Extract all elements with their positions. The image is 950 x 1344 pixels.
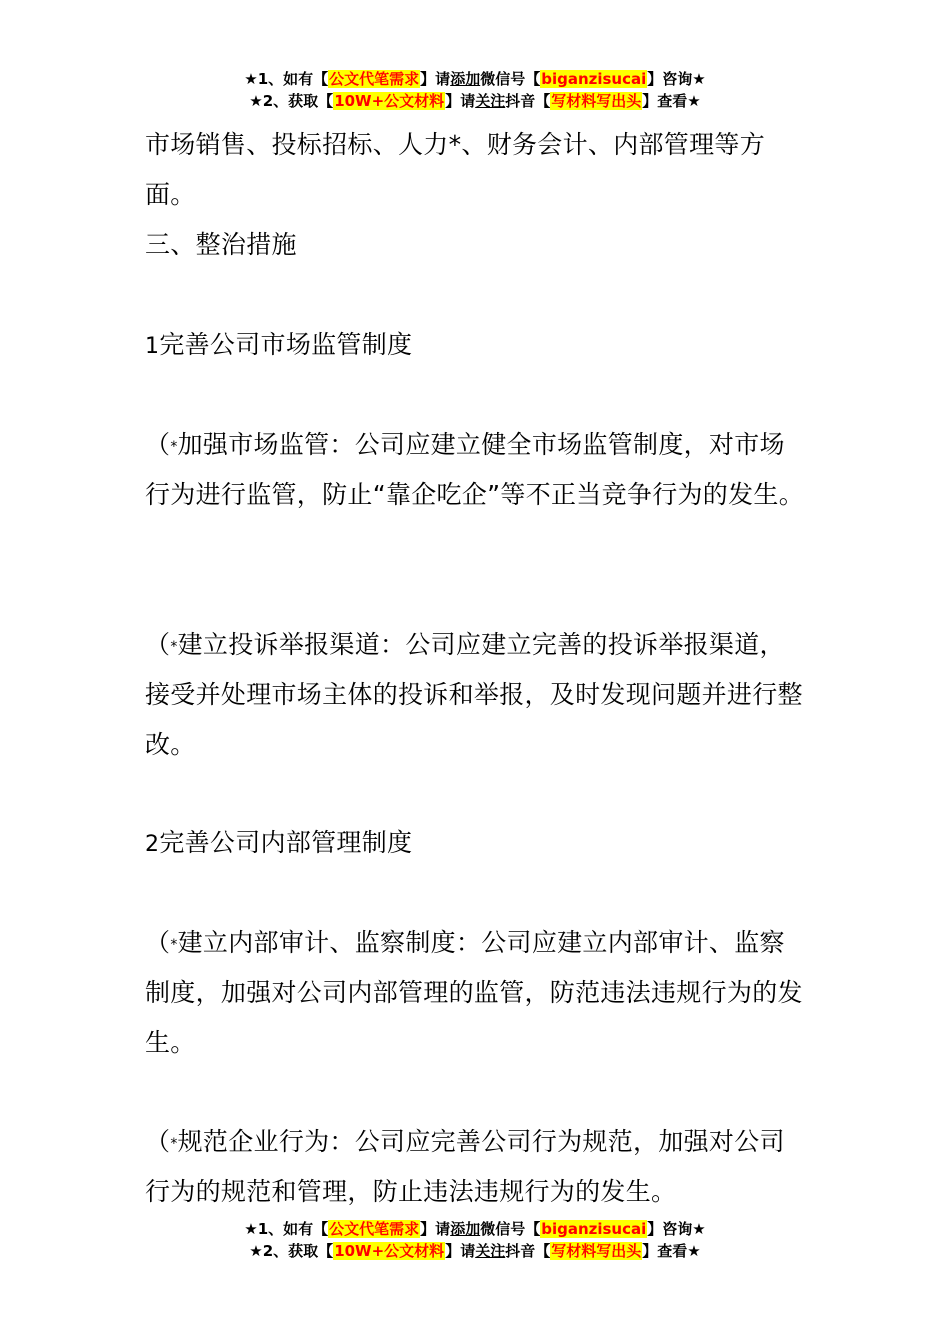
banner-line-2 [0, 1240, 950, 1262]
highlight-service: 公文代笔需求 [329, 70, 420, 88]
highlight-wechat-id: biganzisucai [541, 70, 647, 88]
paragraph-item-3 [145, 918, 810, 1068]
banner-text: ★2、获取【 [249, 1242, 334, 1260]
banner-text: ★1、如有【 [244, 70, 329, 88]
banner-line-1 [0, 1218, 950, 1240]
banner-text: 】咨询★ [647, 1220, 706, 1238]
subsection-number: 2 [145, 832, 160, 857]
banner-underlined: 添加 [450, 70, 481, 88]
banner-text: 】请 [445, 1242, 476, 1260]
paragraph-item-4 [145, 1117, 810, 1217]
highlight-service: 公文代笔需求 [329, 1220, 420, 1238]
marker: * [170, 439, 178, 455]
subsection-2-heading [145, 818, 810, 870]
banner-text: 】咨询★ [647, 70, 706, 88]
paren: （ [145, 630, 171, 659]
highlight-materials: 10W+公文材料 [334, 1242, 445, 1260]
banner-text: 】查看★ [642, 1242, 701, 1260]
banner-line-1 [0, 68, 950, 90]
banner-text: 】请 [420, 1220, 451, 1238]
marker: * [170, 937, 178, 953]
banner-text: 抖音【 [505, 92, 551, 110]
banner-text: 】查看★ [642, 92, 701, 110]
subsection-1-heading [145, 320, 810, 372]
header-banner [0, 68, 950, 112]
banner-underlined: 关注 [475, 1242, 506, 1260]
paragraph-item-2 [145, 620, 810, 770]
footer-banner [0, 1218, 950, 1262]
banner-text: 微信号【 [480, 1220, 541, 1238]
paragraph-text: 建立内部审计、监察制度：公司应建立内部审计、监察制度，加强对公司内部管理的监管，防范违法违规行为的发生。 [145, 928, 803, 1057]
marker: * [170, 639, 178, 655]
paragraph-text: 建立投诉举报渠道：公司应建立完善的投诉举报渠道，接受并处理市场主体的投诉和举报，及时发现问题并进行整改。 [145, 630, 803, 759]
paragraph-item-1 [145, 420, 810, 520]
banner-text: 】请 [420, 70, 451, 88]
section-title: 三、整治措施 [145, 230, 297, 259]
banner-underlined: 关注 [475, 92, 506, 110]
subsection-title: 完善公司市场监管制度 [159, 330, 413, 359]
banner-text: 微信号【 [480, 70, 541, 88]
paren: （ [145, 1127, 171, 1156]
banner-text: 】请 [445, 92, 476, 110]
banner-text: ★1、如有【 [244, 1220, 329, 1238]
paragraph-text: 加强市场监管：公司应建立健全市场监管制度，对市场行为进行监管，防止“靠企吃企”等不正当竞争行为的发生。 [145, 430, 805, 509]
highlight-wechat-id: biganzisucai [541, 1220, 647, 1238]
paren: （ [145, 430, 171, 459]
marker: * [170, 1136, 178, 1152]
subsection-title: 完善公司内部管理制度 [159, 828, 413, 857]
highlight-douyin: 写材料写出头 [551, 1242, 642, 1260]
banner-underlined: 添加 [450, 1220, 481, 1238]
intro-line: 市场销售、投标招标、人力*、财务会计、内部管理等方面。 [145, 130, 766, 209]
banner-text: 抖音【 [505, 1242, 551, 1260]
paragraph-text: 规范企业行为：公司应完善公司行为规范，加强对公司行为的规范和管理，防止违法违规行为的发生。 [145, 1127, 785, 1206]
banner-text: ★2、获取【 [249, 92, 334, 110]
paren: （ [145, 928, 171, 957]
highlight-douyin: 写材料写出头 [551, 92, 642, 110]
subsection-number: 1 [145, 334, 160, 359]
banner-line-2 [0, 90, 950, 112]
highlight-materials: 10W+公文材料 [334, 92, 445, 110]
